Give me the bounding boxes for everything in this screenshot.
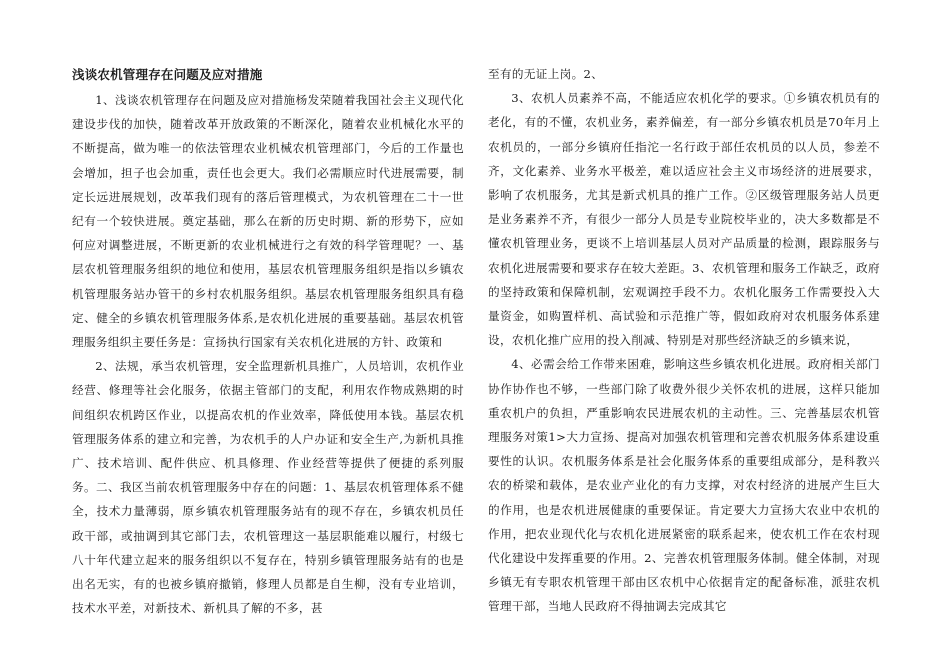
paragraph-1: 1、浅谈农机管理存在问题及应对措施杨发荣随着我国社会主义现代化建设步伐的加快，随着改革开放政策的不断深化，随着农业机械化水平的不断提高，做为唯一的依法管理农业机械农机管理部门，今后的工作量也会增加，担子也会加重，责任也会更大。我们必需顺应时代进展需要，制定长远进展规划，改革我们现有的落后管理模式，为农机管理在二十一世纪有一个较快进展。奠定基础，那么在新的历史时期、新的形势下，应如何应对调整进展，不断更新的农业机械进行之有效的科学管理呢？一、基层农机管理服务组织的地位和使用，基层农机管理服务组织是指以乡镇农机管理服务站办管干的乡村农机服务组织。基层农机管理服务组织具有稳定、健全的乡镇农机管理服务体系,是农机化进展的重要基础。基层农机管理服务组织主要任务是：宣扬执行国家有关农机化进展的方针、政策和 [72, 93, 464, 350]
left-column [72, 62, 464, 620]
paragraph-5: 4、必需会给工作带来困难，影响这些乡镇农机化进展。政府相关部门协作协作也不够，一些部门除了收费外很少关怀农机的进展，这样只能加重农机户的负担，严重影响农民进展农机的主动性。三、完善基层农机管理服务对策1>大力宣扬、提高对加强农机管理和完善农机服务体系建设重要性的认识。农机服务体系是社会化服务体系的重要组成部分，是科教兴农的桥梁和载体，是农业产业化的有力支撑，对农村经济的进展产生巨大的作用，也是农机进展健康的重要保证。肯定要大力宣扬大农业中农机的作用，把农业现代化与农机化进展紧密的联系起来，使农机工作在农村现代化建设中发挥重要的作用。2、完善农机管理服务体制。健全体制，对现乡镇无有专职农机管理干部由区农机中心依据肯定的配备标准，派驻农机管理干部，当地人民政府不得抽调去完成其它 [488, 357, 880, 614]
paragraph-3: 至有的无证上岗。2、 [488, 67, 604, 81]
right-column [488, 62, 880, 619]
document-title: 浅谈农机管理存在问题及应对措施 [72, 67, 263, 82]
paragraph-4: 3、农机人员素养不高，不能适应农机化学的要求。①乡镇农机员有的老化，有的不懂，农机业务，素养偏差，有一部分乡镇农机员是70年月上农机员的，一部分乡镇府任指沱一名行政于部任农机员的以人员，参差不齐，文化素养、业务水平极差，难以适应社会主义市场经济的进展要求，影响了农机服务，尤其是新式机具的推广工作。②区级管理服务站人员更是业务素养不齐，有很少一部分人员是专业院校毕业的，决大多数都是不懂农机管理业务，更谈不上培训基层人员对产品质量的检测，跟踪服务与农机化进展需要和要求存在较大差距。3、农机管理和服务工作缺乏，政府的坚持政策和保障机制，宏观调控手段不力。农机化服务工作需要投入大量资金，如购置样机、高试验和示范推广等，假如政府对农机服务体系建设，农机化推广应用的投入削减、特别是对那些经济缺乏的乡镇来说， [488, 91, 880, 348]
paragraph-2: 2、法规，承当农机管理，安全监理新机具推广，人员培训，农机作业经营、修理等社会化服务，依据主管部门的支配，利用农作物成熟期的时间组织农机跨区作业，以提高农机的作业效率，降低使用本钱。基层农机管理服务体系的建立和完善，为农机手的人户办证和安全生产,为新机具推广、技术培训、配件供应、机具修理、作业经营等提供了便捷的系列服务。二、我区当前农机管理服务中存在的问题：1、基层农机管理体系不健全，技术力量薄弱，原乡镇农机管理服务站有的现不存在，乡镇农机员任政干部，或抽调到其它部门去，农机管理这一基层职能难以履行，村级七八十年代建立起来的服务组织以不复存在，特别乡镇管理服务站有的也是出名无实，有的也被乡镇府撤销，修理人员都是自生柳，没有专业培训，技术水平差，对新技术、新机具了解的不多，甚 [72, 359, 464, 616]
